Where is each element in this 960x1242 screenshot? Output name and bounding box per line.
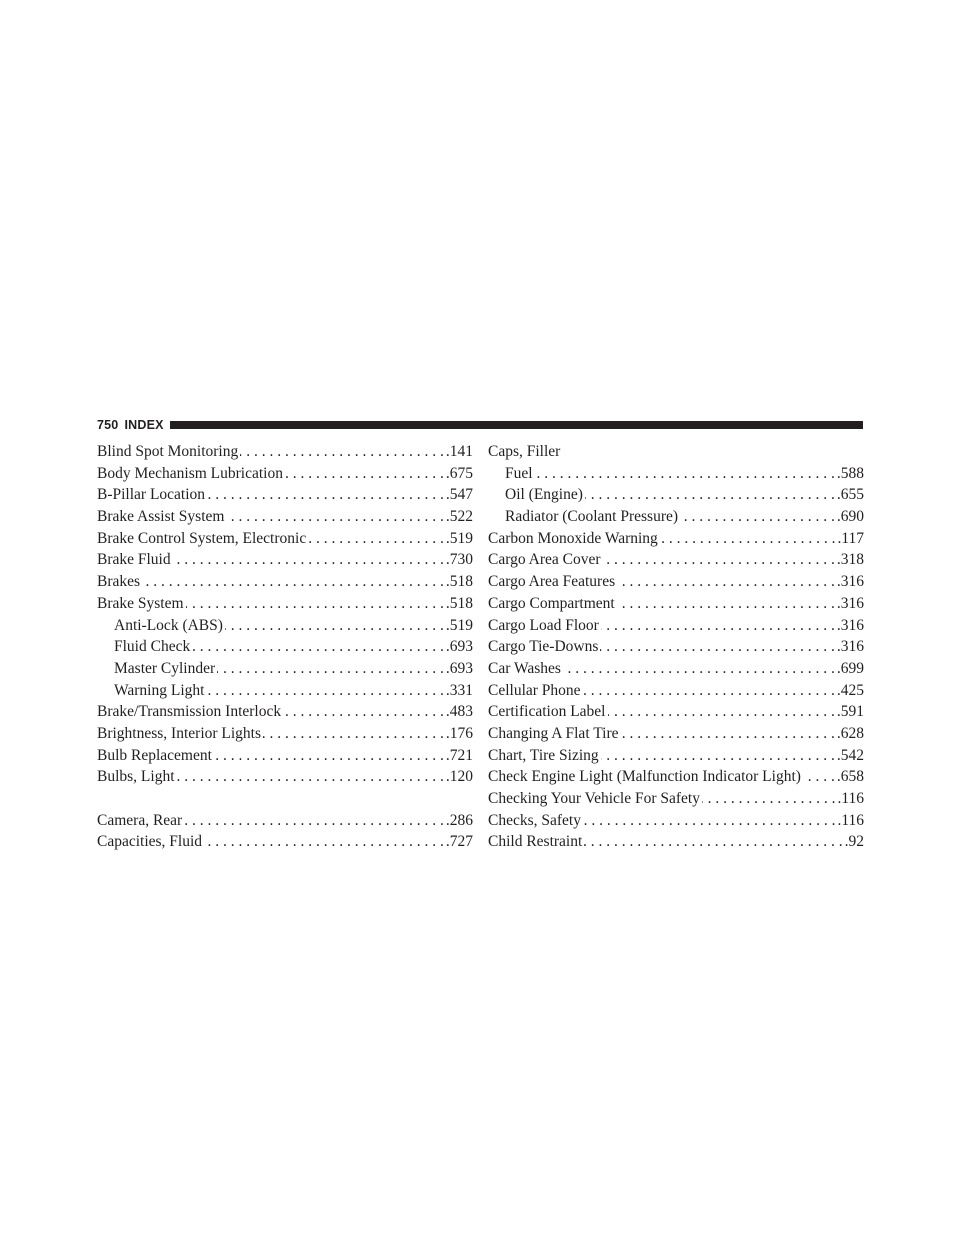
index-term: Body Mechanism Lubrication: [97, 464, 283, 482]
index-subentry: [488, 506, 864, 528]
index-page-ref: .655: [836, 486, 864, 504]
index-term: Cargo Area Cover: [488, 551, 601, 569]
index-heading: Caps, Filler: [488, 443, 561, 460]
index-entry: [488, 528, 864, 550]
index-entry: [97, 810, 473, 832]
index-page-ref: .518: [445, 594, 473, 612]
index-entry: [97, 701, 473, 723]
page-header: [97, 417, 863, 433]
index-entry: [488, 549, 864, 571]
dot-leader: [173, 549, 444, 571]
header-rule: [170, 421, 863, 429]
index-term: Brakes: [97, 573, 141, 591]
dot-leader: [204, 831, 444, 853]
dot-leader: [214, 745, 444, 767]
index-page-ref: .547: [445, 486, 473, 504]
index-term: Chart, Tire Sizing: [488, 746, 599, 764]
index-subentry: [488, 484, 864, 506]
dot-leader: [226, 506, 443, 528]
dot-leader: [535, 463, 835, 485]
index-term: Cargo Compartment: [488, 594, 615, 612]
index-entry: [488, 636, 864, 658]
index-entry: [488, 723, 864, 745]
index-page-ref: .316: [836, 594, 864, 612]
index-page-ref: .519: [445, 529, 473, 547]
index-page-ref: .318: [836, 551, 864, 569]
index-column-right: [488, 441, 864, 853]
index-entry: [488, 810, 864, 832]
index-page-ref: .591: [836, 703, 864, 721]
dot-leader: [601, 615, 835, 637]
dot-leader: [680, 506, 835, 528]
index-term: Cargo Load Floor: [488, 616, 599, 634]
index-term: Brake Fluid: [97, 551, 171, 569]
dot-leader: [263, 723, 444, 745]
index-subentry: [488, 463, 864, 485]
index-term: Changing A Flat Tire: [488, 724, 619, 742]
index-term: Check Engine Light (Malfunction Indicator Light): [488, 768, 801, 786]
index-term: Bulb Replacement: [97, 746, 212, 764]
index-entry: [488, 680, 864, 702]
index-entry: [97, 463, 473, 485]
index-page-ref: .693: [445, 638, 473, 656]
dot-leader: [186, 593, 444, 615]
index-page-ref: .675: [445, 464, 473, 482]
index-page-ref: .331: [445, 681, 473, 699]
index-subentry: [97, 658, 473, 680]
index-term: Car Washes: [488, 659, 561, 677]
dot-leader: [583, 680, 835, 702]
index-term: Certification Label: [488, 703, 606, 721]
dot-leader: [240, 441, 444, 463]
index-entry: [488, 701, 864, 723]
index-page-ref: .116: [837, 811, 864, 829]
index-page-ref: .116: [837, 790, 864, 807]
index-term: Fluid Check: [114, 638, 191, 656]
index-term: Brightness, Interior Lights: [97, 724, 262, 742]
index-entry: [97, 723, 473, 745]
dot-leader: [601, 745, 835, 767]
dot-leader: [585, 484, 835, 506]
index-page-ref: .120: [445, 768, 473, 786]
index-term: Cellular Phone: [488, 681, 581, 699]
section-title: INDEX: [124, 418, 164, 432]
index-term: Cargo Tie-Downs: [488, 638, 599, 656]
index-term: Cargo Area Features: [488, 573, 616, 591]
index-term: Warning Light: [114, 681, 205, 699]
index-page-ref: .658: [836, 768, 864, 786]
index-page-ref: .425: [836, 681, 864, 699]
index-subentry: [97, 636, 473, 658]
index-entry: [97, 549, 473, 571]
index-entry: [488, 788, 864, 810]
index-page-ref: .727: [445, 833, 473, 851]
dot-leader: [283, 701, 444, 723]
index-entry: [488, 615, 864, 637]
dot-leader: [217, 658, 444, 680]
index-term: Capacities, Fluid: [97, 833, 203, 851]
index-term: Master Cylinder: [114, 659, 216, 677]
dot-leader: [660, 528, 836, 550]
index-entry: [97, 766, 473, 788]
index-page-ref: .316: [836, 638, 864, 656]
dot-leader: [206, 680, 443, 702]
index-entry: [97, 745, 473, 767]
index-page-ref: .628: [836, 724, 864, 742]
dot-leader: [192, 636, 444, 658]
index-subentry: [97, 615, 473, 637]
index-column-left: [97, 441, 473, 853]
index-entry: [97, 831, 473, 853]
index-page-ref: .518: [445, 573, 473, 591]
index-entry: [97, 593, 473, 615]
index-page-ref: .693: [445, 659, 473, 677]
index-page-ref: .483: [445, 703, 473, 721]
index-term: Bulbs, Light: [97, 768, 175, 786]
index-term: Brake System: [97, 594, 184, 612]
dot-leader: [702, 788, 835, 810]
index-term: Fuel: [505, 464, 533, 482]
index-term: Brake/Transmission Interlock: [97, 703, 282, 721]
index-entry: [488, 766, 864, 788]
dot-leader: [617, 571, 835, 593]
dot-leader: [142, 571, 444, 593]
index-page-ref: .316: [836, 573, 864, 591]
index-entry: [488, 658, 864, 680]
index-page-ref: .316: [836, 616, 864, 634]
index-entry: [97, 571, 473, 593]
page-number: 750: [97, 418, 119, 432]
index-entry: [488, 593, 864, 615]
index-entry: [97, 441, 473, 463]
dot-leader: [803, 766, 835, 788]
index-page-ref: .117: [837, 529, 864, 547]
index-term: Checks, Safety: [488, 811, 581, 829]
index-entry: [488, 571, 864, 593]
index-page-ref: .730: [445, 551, 473, 569]
dot-leader: [308, 528, 444, 550]
dot-leader: [621, 723, 835, 745]
index-term: Brake Control System, Electronic: [97, 529, 307, 547]
index-term: Checking Your Vehicle For Safety: [488, 790, 700, 807]
index-page-ref: .141: [445, 443, 473, 460]
index-page-ref: .522: [445, 508, 473, 526]
index-entries: [488, 463, 864, 853]
index-page-ref: .699: [836, 659, 864, 677]
dot-leader: [600, 636, 834, 658]
dot-leader: [563, 658, 835, 680]
dot-leader: [285, 463, 444, 485]
dot-leader: [608, 701, 835, 723]
dot-leader: [603, 549, 835, 571]
index-term: Carbon Monoxide Warning: [488, 529, 658, 547]
index-page-ref: .92: [844, 833, 864, 851]
dot-leader: [583, 810, 835, 832]
index-page-ref: .176: [445, 724, 473, 742]
index-entry: [97, 506, 473, 528]
dot-leader: [207, 484, 444, 506]
index-term: Anti-Lock (ABS): [114, 616, 223, 634]
index-term: Radiator (Coolant Pressure): [505, 508, 679, 526]
dot-leader: [177, 766, 444, 788]
index-page-ref: .519: [445, 616, 473, 634]
index-entry: [97, 528, 473, 550]
index-page-ref: .542: [836, 746, 864, 764]
index-term: B-Pillar Location: [97, 486, 206, 504]
index-term: Oil (Engine): [505, 486, 583, 504]
dot-leader: [617, 593, 835, 615]
index-entry: [488, 831, 864, 853]
index-page-ref: .721: [445, 746, 473, 764]
index-term: Camera, Rear: [97, 811, 183, 829]
index-page-ref: .286: [445, 811, 473, 829]
index-term: Child Restraint: [488, 833, 583, 851]
index-page-ref: .588: [836, 464, 864, 482]
index-subentry: [97, 680, 473, 702]
index-term: Brake Assist System: [97, 508, 225, 526]
index-page-ref: .690: [836, 508, 864, 526]
index-term: Blind Spot Monitoring: [97, 443, 239, 460]
dot-leader: [184, 810, 444, 832]
dot-leader: [584, 831, 842, 853]
index-entry: [97, 484, 473, 506]
dot-leader: [225, 615, 444, 637]
index-entry: [488, 745, 864, 767]
